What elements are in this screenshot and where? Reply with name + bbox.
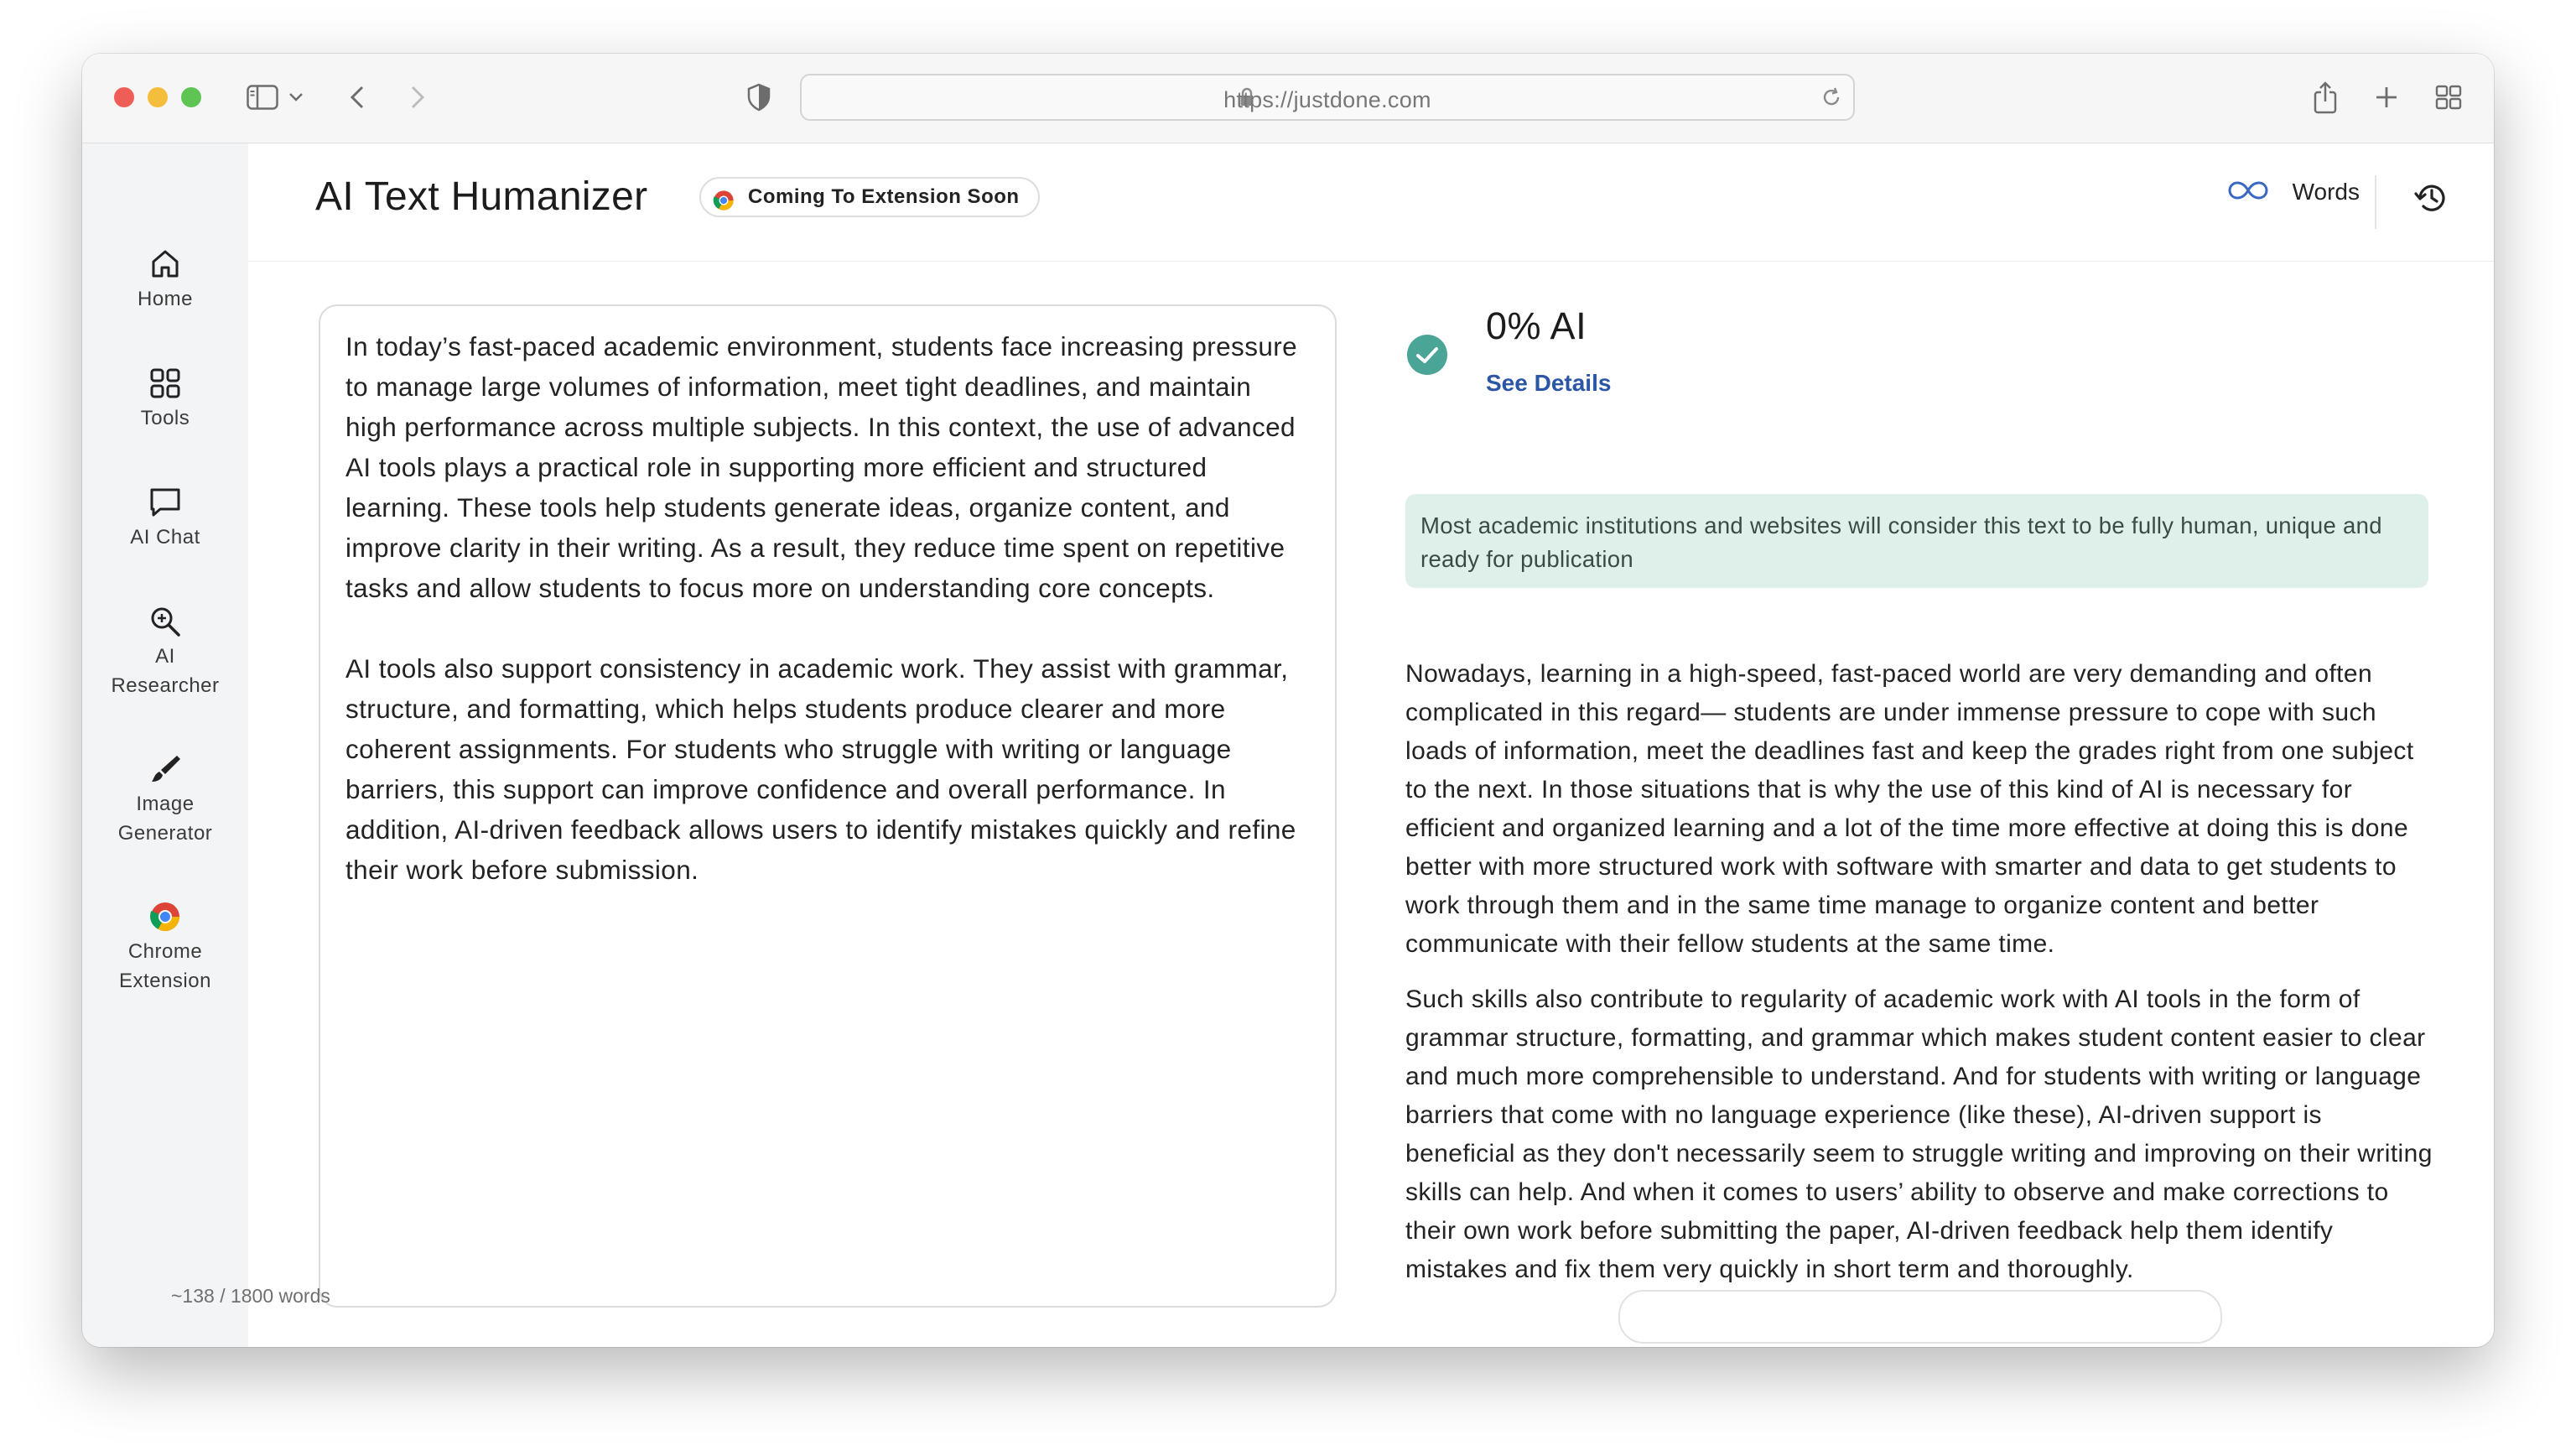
extension-badge-label: Coming To Extension Soon xyxy=(748,185,1020,208)
sidebar-item-label-line2: Generator xyxy=(117,822,213,845)
minimize-window-button[interactable] xyxy=(148,87,168,107)
reload-icon[interactable] xyxy=(1820,86,1843,113)
check-circle-icon xyxy=(1405,333,1449,381)
privacy-shield-icon[interactable] xyxy=(746,79,771,116)
words-label: Words xyxy=(2292,179,2360,205)
close-window-button[interactable] xyxy=(114,87,134,107)
browser-window xyxy=(82,54,2494,1347)
main-content xyxy=(248,143,2494,1347)
new-tab-icon[interactable] xyxy=(2375,79,2398,116)
words-balance-button[interactable] xyxy=(2227,179,2360,205)
output-paragraph: Such skills also contribute to regularity of academic work with AI tools in the form of grammar structure, formatting, and grammar which makes student content easier to clear and much more comprehensible to understand. And for students with writing or language barriers that come with no language experience (like these), AI-driven support is beneficial as they don't necessarily seem to struggle writing and improving on their writing skills can help. And when it comes to users’ ability to observe and make corrections to their own work before submitting the paper, AI-driven feedback help them identify mistakes and fix them very quickly in short term and thoroughly. xyxy=(1405,985,2433,1283)
page-title: AI Text Humanizer xyxy=(315,174,648,219)
infinity-icon xyxy=(2227,179,2269,205)
input-text-editor[interactable] xyxy=(319,304,1337,1308)
input-paragraph: AI tools also support consistency in academic work. They assist with grammar, structure, and formatting, which helps students produce clearer and more coherent assignments. For students who struggle with writing or language barriers, this support can improve confidence and overall performance. In addition, AI-driven feedback allows users to identify mistakes quickly and refine their work before submission. xyxy=(345,653,1296,885)
url-text: https://justdone.com xyxy=(1223,87,1431,112)
input-text[interactable] xyxy=(345,326,1310,930)
sidebar-item-label: Home xyxy=(137,288,194,310)
grid-icon xyxy=(82,363,248,403)
sidebar-item-chrome-extension[interactable] xyxy=(82,897,248,996)
sidebar-item-label-line1: Image xyxy=(136,793,195,815)
address-bar[interactable] xyxy=(800,74,1855,121)
sidebar-item-home[interactable] xyxy=(82,244,248,314)
chrome-icon xyxy=(82,897,248,937)
chat-icon xyxy=(82,482,248,523)
sidebar-item-ai-chat[interactable] xyxy=(82,482,248,552)
share-icon[interactable] xyxy=(2313,79,2338,116)
forward-icon[interactable] xyxy=(409,79,426,116)
output-paragraph: Nowadays, learning in a high-speed, fast-paced world are very demanding and often complicated in this regard— students are under immense pressure to cope with such loads of information, meet the deadlines fast and keep the grades right from one subject to the next. In those situations that is why the use of this kind of AI is necessary for efficient and organized learning and a lot of the time more effective at doing this is done better with more structured work with software with smarter and data to get students to work through them and in the same time manage to organize content and better communicate with their fellow students at the same time. xyxy=(1405,660,2414,958)
sidebar-item-ai-researcher[interactable] xyxy=(82,601,248,700)
history-icon[interactable] xyxy=(2413,180,2449,220)
word-count: ~138 / 1800 words xyxy=(171,1285,330,1307)
sidebar-item-label: AI Chat xyxy=(130,526,200,549)
browser-toolbar xyxy=(82,54,2494,143)
sidebar-item-tools[interactable] xyxy=(82,363,248,433)
app-sidebar xyxy=(82,143,248,1347)
ai-score: 0% AI xyxy=(1486,304,1587,347)
magnifier-icon xyxy=(82,601,248,642)
chevron-down-icon[interactable] xyxy=(288,79,304,116)
see-details-link[interactable]: See Details xyxy=(1486,370,1612,396)
humanized-text xyxy=(1405,655,2437,1306)
sidebar-item-image-generator[interactable] xyxy=(82,749,248,848)
tab-overview-icon[interactable] xyxy=(2435,79,2462,116)
input-paragraph: In today’s fast-paced academic environment, students face increasing pressure to manage large volumes of information, meet tight deadlines, and maintain high performance across multiple subjects. In this context, the use of advanced AI tools plays a practical role in supporting more efficient and structured learning. These tools help students generate ideas, organize content, and improve clarity in their writing. As a result, they reduce time spent on repetitive tasks and allow students to focus more on understanding core concepts. xyxy=(345,331,1298,603)
header-divider xyxy=(2375,175,2376,229)
sidebar-item-label-line1: Chrome xyxy=(127,940,203,963)
home-icon xyxy=(82,244,248,284)
sidebar-item-label-line2: Extension xyxy=(119,970,211,992)
sidebar-item-label-line1: AI xyxy=(155,645,175,668)
zoom-window-button[interactable] xyxy=(181,87,201,107)
page-header xyxy=(248,143,2494,262)
sidebar-toggle-icon[interactable] xyxy=(247,79,278,116)
chrome-icon xyxy=(713,187,735,224)
extension-badge[interactable] xyxy=(699,177,1040,217)
back-icon[interactable] xyxy=(349,79,366,116)
sidebar-item-label: Tools xyxy=(140,407,190,429)
brush-icon xyxy=(82,749,248,789)
verdict-banner: Most academic institutions and websites will consider this text to be fully human, unique and ready for publication xyxy=(1405,494,2428,588)
sidebar-item-label-line2: Researcher xyxy=(111,674,220,697)
bottom-action-pill[interactable] xyxy=(1618,1290,2222,1344)
